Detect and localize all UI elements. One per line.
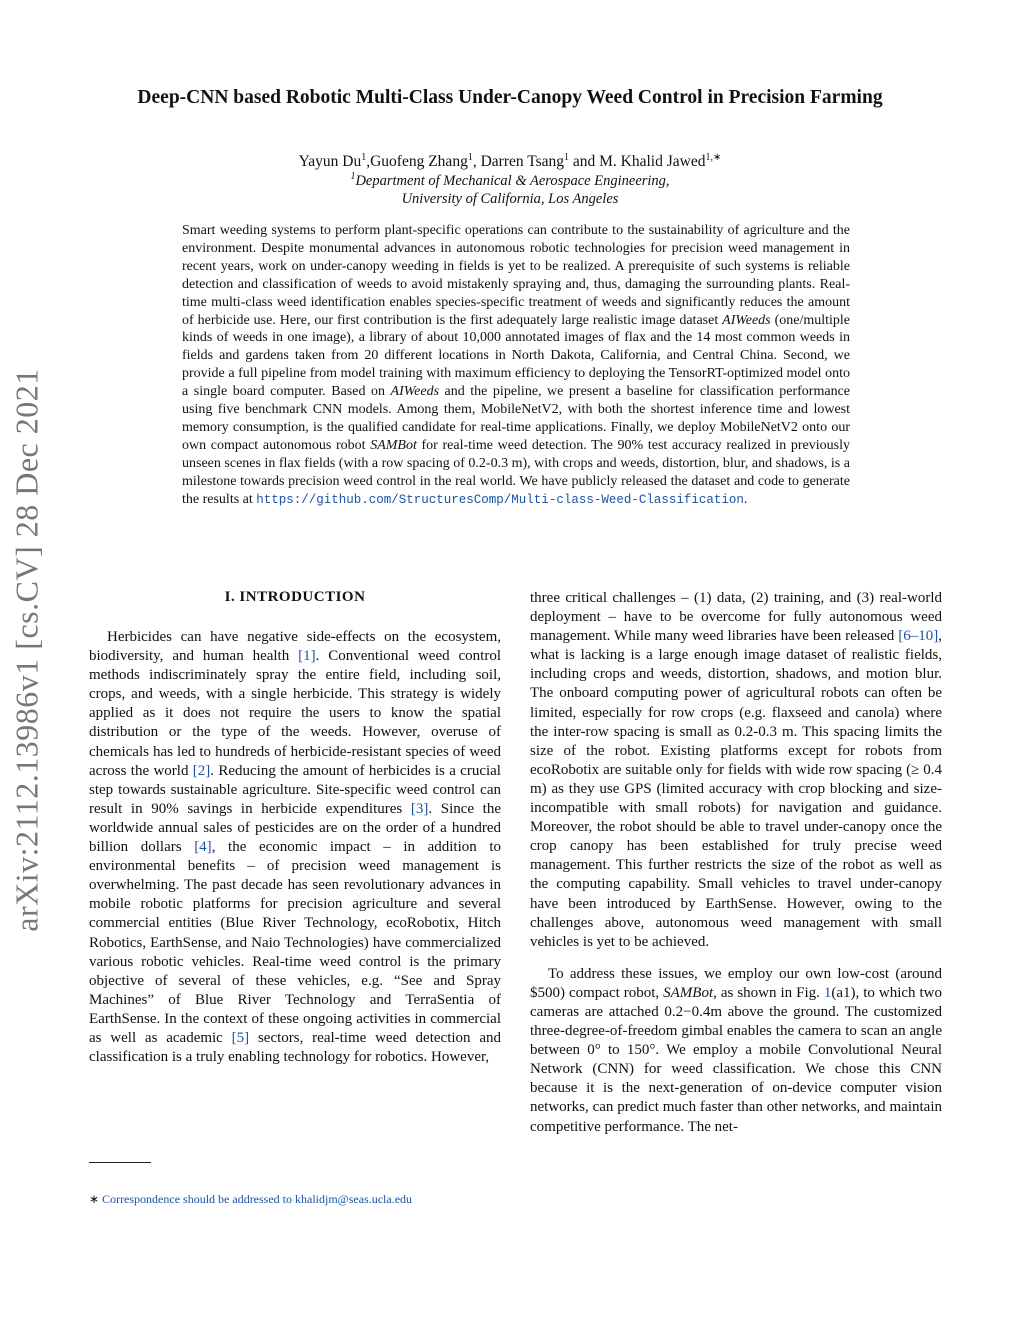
citation-link[interactable]: [3] (410, 800, 429, 817)
affiliation: $^1$Department of Mechanical & Aerospace Engineering, University of California, Los Angeles (350, 171, 670, 207)
citation-link[interactable]: [4] (194, 839, 212, 856)
footnote: ∗ Correspondence should be addressed to khalidjm@seas.ucla.edu (89, 1192, 413, 1206)
abstract: Smart weeding systems to perform plant-specific operations can contribute to the sustainability of agriculture and the environment. Despite monumental advances in autonomous robotic technologies for precision weed management in recent years, work on under-canopy weeding in fields is yet to be realized. A prerequisite of such systems is reliable detection and classification of weeds to avoid mistakenly spraying and, thus, damaging the surrounding plants. Real-time multi-class weed identification enables species-specific treatment of weeds and significantly reduces the amount of herbicide use. Here, our first contribution is the first adequately large realistic image dataset AIWeeds (one/multiple kinds of weeds in one image), a library of about 10,000 annotated images of flax and the 14 most common weeds in fields and gardens taken from 20 different locations in North Dakota, California, and Central China. Second, we provide a full pipeline from model training with maximum efficiency to deploying the TensorRT-optimized model onto a single board computer. Based on AIWeeds and the pipeline, we present a baseline for classification performance using five benchmark CNN models. Among them, MobileNetV2, with both the shortest inference time and lowest memory consumption, is the qualified candidate for real-time applications. Finally, we deploy MobileNetV2 onto our own compact autonomous robot SAMBot for real-time weed detection. The 90% test accuracy realized in previously unseen scenes in flax fields (with a row spacing of 0.2-0.3 m), with crops and weeds, distortion, blur, and shadows, is a milestone towards precision weed control in the real world. We have publicly released the dataset and code to generate the results at https://github.com/StructuresComp/Multi-class-Weed-Classification. (182, 223, 851, 507)
arxiv-sidebar-stamp (2, 350, 52, 950)
arxiv-id: arXiv:2112.13986v1 [cs.CV] 28 Dec 2021 (8, 368, 45, 932)
intro-paragraph-2: three critical challenges – (1) data, (2) training, and (3) real-world deployment – have to be overcome for fully autonomous weed management. While many weed libraries have been released [6–10], what is lacking is a large enough image dataset of realistic fields, including crops and weeds, distortion, shadows, and motion blur. The onboard computing power of agricultural robots can often be limited, especially for row crops (e.g. flaxseed and canola) where the inter-row spacing is small as 0.2-0.3 m. This spacing limits the size of the robot. Existing platforms except for robots from ecoRobotix are suitable only for fields with wide row spacing (≥ 0.4 m) as they use GPS (limited accuracy with crop blocking and size-incompatible with small robots) for navigation and guidance. Moreover, the robot should be able to travel under-canopy once the crop canopy has been established for truly precise weed management. This further restricts the size of the robot as well as the computing capability. Small vehicles to travel under-canopy have been introduced by EarthSense. However, owing to the challenges above, autonomous weed management with small vehicles is yet to be achieved. (530, 590, 942, 950)
author-list: Yayun Du$^1$,Guofeng Zhang$^1$, Darren Tsang$^1$ and M. Khalid Jawed$^{1,∗}$ (298, 152, 722, 170)
section-heading: I. INTRODUCTION (224, 589, 366, 605)
figure-link[interactable]: 1 (823, 984, 832, 1001)
intro-paragraph-1: Herbicides can have negative side-effects on the ecosystem, biodiversity, and human health [1]. Conventional weed control methods indiscriminately spray the entire field, including soil, crops, and weeds, with a single herbicide. This strategy is widely applied as it does not require the users to know the spatial distribution or the type of the weeds. However, overuse of chemicals has led to hundreds of herbicide-resistant species of weed across the world [2]. Reducing the amount of herbicides is a crucial step towards sustainable agriculture. Site-specific weed control can result in 90% savings in herbicide expenditures [3]. Since the worldwide annual sales of pesticides are on the order of a hundred billion dollars [4], the economic impact – in addition to environmental benefits – of precision weed management is overwhelming. The past decade has seen revolutionary advances in mobile robotic platforms for precision agriculture and several commercial entities (Blue River Technology, ecoRobotix, Hitch Robotics, EarthSense, and Naio Technologies) have commercialized various robotic vehicles. Real-time weed control is the primary objective of several of these vehicles, e.g. “See and Spray Machines” of Blue River Technology and TerraSentia of EarthSense. In the context of these ongoing activities in commercial as well as academic [5] sectors, real-time weed detection and classification is a truly enabling technology for robotics. However, (89, 629, 502, 1066)
paper-title: Deep-CNN based Robotic Multi-Class Under-Canopy Weed Control in Precision Farming (137, 87, 883, 108)
footnote-rule (89, 1162, 151, 1163)
correspondence-email[interactable]: Correspondence should be addressed to khalidjm@seas.ucla.edu (99, 1192, 413, 1206)
left-column (89, 628, 501, 1067)
github-link[interactable]: https://github.com/StructuresComp/Multi-class-Weed-Classification (256, 492, 744, 507)
citation-link[interactable]: [5] (231, 1029, 250, 1046)
intro-paragraph-3: To address these issues, we employ our own low-cost (around $500) compact robot, SAMBot, as shown in Fig. 1(a1), to which two cameras are attached 0.2−0.4m above the ground. The customized three-degree-of-freedom gimbal enables the camera to scan an angle between 0° to 150°. We employ a mobile Convolutional Neural Network (CNN) for weed classification. We chose this CNN because it is the next-generation of on-device computer vision networks, can predict much faster than other networks, and maintain competitive performance. The net- (530, 965, 943, 1135)
citation-link[interactable]: [2] (192, 762, 211, 779)
citation-link[interactable]: [1] (298, 648, 316, 665)
right-column (530, 589, 942, 1137)
citation-link[interactable]: [6–10] (898, 628, 939, 645)
